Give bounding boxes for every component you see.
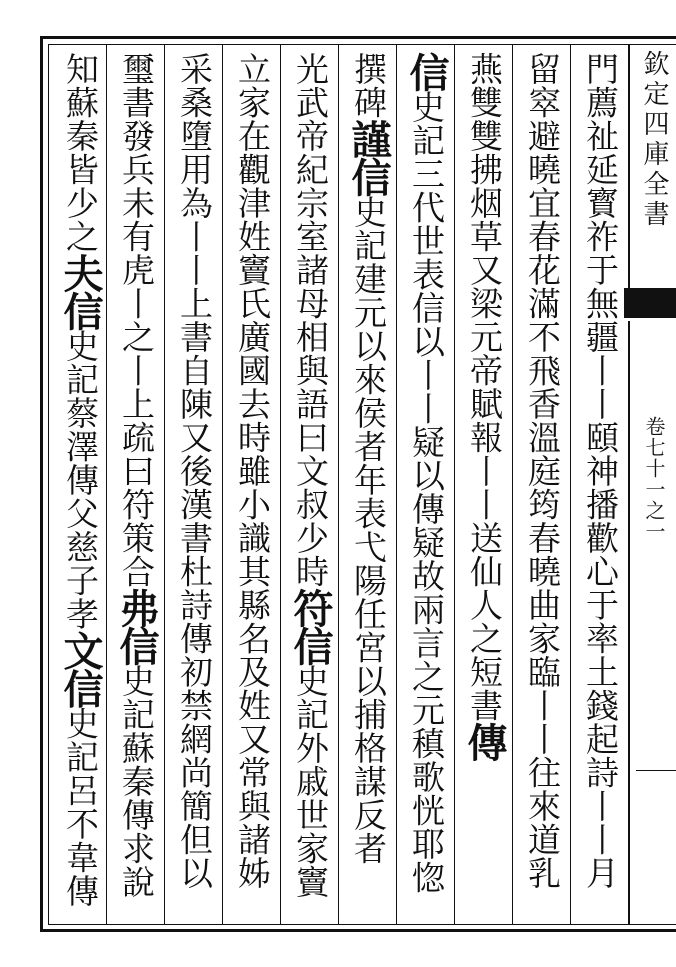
section-label: 卷七十一之一 bbox=[642, 416, 666, 542]
entry-headword: 夫信 bbox=[57, 253, 104, 329]
entry-text: 史記外戚世家竇 bbox=[291, 664, 330, 899]
entry-text: 采桑墮用為丨丨上書自陳又後漢書杜詩傳初禁網尚簡但以 bbox=[175, 52, 214, 890]
text-column bbox=[106, 44, 164, 924]
entry-text: 史記蔡澤傳父慈子孝 bbox=[61, 329, 100, 631]
entry-text: 史記蘇秦傳求說 bbox=[117, 664, 156, 899]
inner-border-bottom bbox=[48, 924, 676, 925]
margin-rule bbox=[628, 44, 630, 924]
fish-tail-mark bbox=[624, 288, 676, 318]
entry-text: 史記三代世表信以丨丨疑以傳疑故兩言之元稹歌恍耶惚 bbox=[407, 90, 446, 894]
entry-headword: 文信 bbox=[57, 630, 104, 707]
entry-headword: 信 bbox=[403, 52, 450, 90]
entry-text: 史記呂不韋傳 bbox=[61, 706, 100, 908]
text-column bbox=[50, 44, 108, 924]
entry-headword: 傳 bbox=[461, 722, 508, 760]
text-column bbox=[570, 44, 628, 924]
margin-tick bbox=[636, 770, 676, 771]
entry-text: 門薦祉延寳祚于無疆丨丨頤神播歡心于率土錢起詩丨丨月 bbox=[581, 52, 620, 890]
inner-border-left bbox=[48, 44, 49, 924]
entry-text: 史記建元以來侯者年表弋陽任宮以捕格謀反者 bbox=[349, 195, 388, 865]
book-title: 欽定四庫全書 bbox=[639, 50, 669, 230]
entry-text: 光武帝紀宗室諸母相與語曰文叔少時 bbox=[291, 52, 330, 588]
entry-headword: 符信 bbox=[287, 588, 334, 664]
text-column bbox=[338, 44, 396, 924]
entry-text: 留窣避曉宜春花滿不飛香溫庭筠春曉曲家臨丨丨往來道乳 bbox=[523, 52, 562, 890]
entry-headword: 謹信 bbox=[345, 119, 392, 195]
text-column bbox=[512, 44, 570, 924]
entry-text: 立家在觀津姓竇氏廣國去時雖小識其縣名及姓又常與諸姊 bbox=[233, 52, 272, 890]
text-column bbox=[280, 44, 338, 924]
fish-tail-mark-line bbox=[624, 318, 676, 321]
entry-text: 燕雙雙拂烟草又梁元帝賦報丨丨送仙人之短書 bbox=[465, 52, 504, 722]
margin-title-strip bbox=[631, 44, 676, 924]
text-column bbox=[396, 44, 454, 924]
entry-text: 璽書發兵未有虎丨之丨上疏曰符策合 bbox=[117, 52, 156, 588]
entry-text: 知蘇秦皆少之 bbox=[61, 52, 100, 253]
text-column bbox=[164, 44, 222, 924]
entry-headword: 弗信 bbox=[113, 588, 160, 664]
text-column bbox=[222, 44, 280, 924]
text-column bbox=[454, 44, 512, 924]
entry-text: 撰碑 bbox=[349, 52, 388, 119]
